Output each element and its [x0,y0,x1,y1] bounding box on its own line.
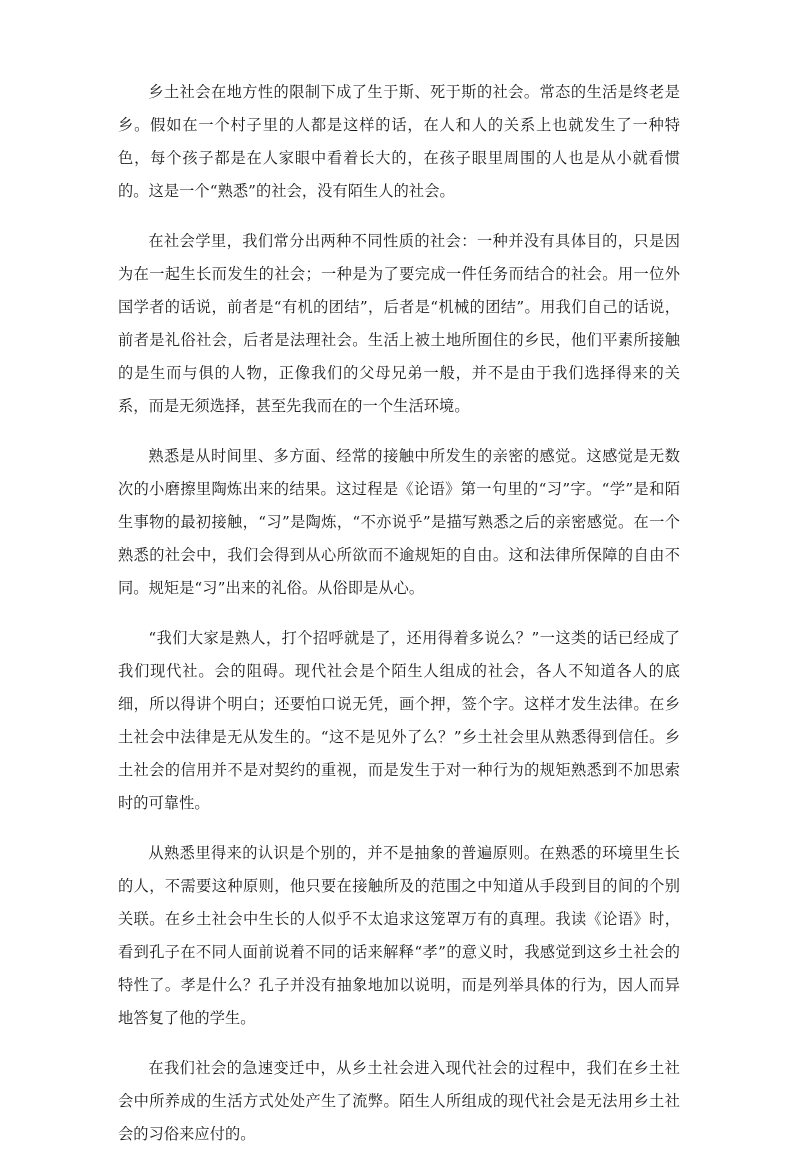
paragraph-6: 在我们社会的急速变迁中，从乡土社会进入现代社会的过程中，我们在乡土社会中所养成的生活方式处处产生了流弊。陌生人所组成的现代社会是无法用乡土社会的习俗来应付的。 [118,1059,680,1143]
paragraph-5: 从熟悉里得来的认识是个别的，并不是抽象的普遍原则。在熟悉的环境里生长的人，不需要这种原则，他只要在接触所及的范围之中知道从手段到目的间的个别关联。在乡土社会中生长的人似乎不太追求这笼罩万有的真理。我读《论语》时，看到孔子在不同人面前说着不同的话来解释“孝”的意义时，我感觉到这乡土社会的特性了。孝是什么？孔子并没有抽象地加以说明，而是列举具体的行为，因人而异地答复了他的学生。 [118,844,680,1027]
paragraph-3: 熟悉是从时间里、多方面、经常的接触中所发生的亲密的感觉。这感觉是无数次的小磨擦里陶炼出来的结果。这过程是《论语》第一句里的“习”字。“学”是和陌生事物的最初接触，“习”是陶炼，“不亦说乎”是描写熟悉之后的亲密感觉。在一个熟悉的社会中，我们会得到从心所欲而不逾规矩的自由。这和法律所保障的自由不同。规矩是“习”出来的礼俗。从俗即是从心。 [118,447,680,597]
document-page [118,76,680,1168]
paragraph-1: 乡土社会在地方性的限制下成了生于斯、死于斯的社会。常态的生活是终老是乡。假如在一个村子里的人都是这样的话，在人和人的关系上也就发生了一种特色，每个孩子都是在人家眼中看着长大的，在孩子眼里周围的人也是从小就看惯的。这是一个“熟悉”的社会，没有陌生人的社会。 [118,83,680,200]
paragraph-4: “我们大家是熟人，打个招呼就是了，还用得着多说么？”一这类的话已经成了我们现代社。会的阻碍。现代社会是个陌生人组成的社会，各人不知道各人的底细，所以得讲个明白；还要怕口说无凭，画个押，签个字。这样才发生法律。在乡土社会中法律是无从发生的。“这不是见外了么？”乡土社会里从熟悉得到信任。乡土社会的信用并不是对契约的重视，而是发生于对一种行为的规矩熟悉到不加思索时的可靠性。 [118,629,680,812]
paragraph-2: 在社会学里，我们常分出两种不同性质的社会：一种并没有具体目的，只是因为在一起生长而发生的社会；一种是为了要完成一件任务而结合的社会。用一位外国学者的话说，前者是“有机的团结”，后者是“机械的团结”。用我们自己的话说，前者是礼俗社会，后者是法理社会。生活上被土地所囿住的乡民，他们平素所接触的是生而与俱的人物，正像我们的父母兄弟一般，并不是由于我们选择得来的关系，而是无须选择，甚至先我而在的一个生活环境。 [118,232,680,415]
